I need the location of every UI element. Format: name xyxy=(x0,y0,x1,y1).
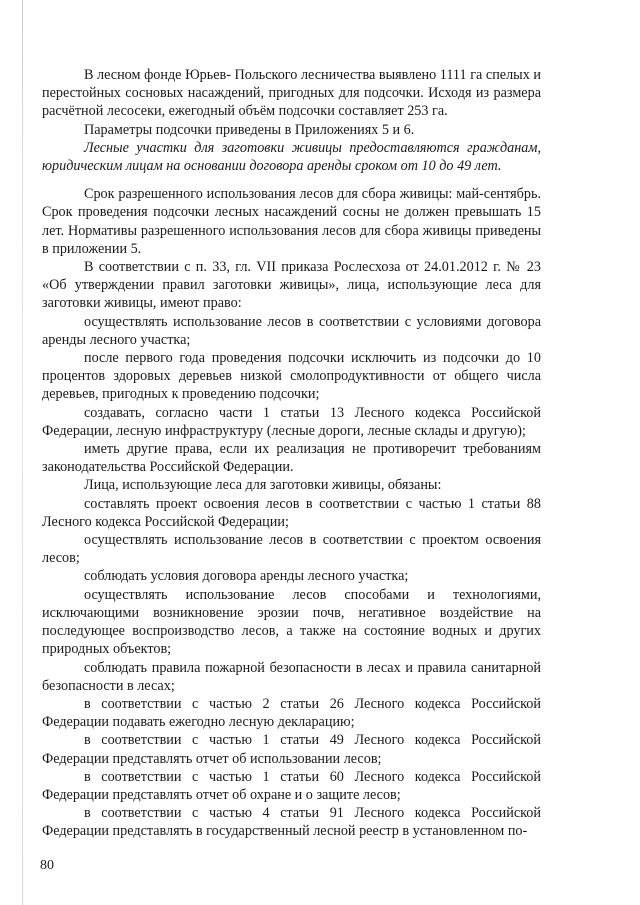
paragraph-5: В соответствии с п. 33, гл. VII приказа Рослесхоза от 24.01.2012 г. № 23 «Об утверждении правил заготовки живицы», лица, использующие леса для заготовки живицы, имеют право: xyxy=(42,259,541,312)
paragraph-11: составлять проект освоения лесов в соответствии с частью 1 статьи 88 Лесного кодекса Российской Федерации; xyxy=(42,495,541,530)
paragraph-8: создавать, согласно части 1 статьи 13 Лесного кодекса Российской Федерации, лесную инфраструктуру (лесные дороги, лесные склады и другую); xyxy=(42,404,541,439)
scan-edge-line xyxy=(22,0,23,905)
paragraph-4: Срок разрешенного использования лесов для сбора живицы: май-сентябрь. Срок проведения подсочки лесных насаждений сосны не должен превышать 15 лет. Нормативы разрешенного использования лесов для сбора живицы приведены в приложении 5. xyxy=(42,186,541,257)
page-number: 80 xyxy=(40,858,54,873)
paragraph-15: соблюдать правила пожарной безопасности в лесах и правила санитарной безопасности в лесах; xyxy=(42,659,541,694)
paragraph-14: осуществлять использование лесов способами и технологиями, исключающими возникновение эрозии почв, негативное воздействие на последующее воспроизводство лесов, а также на состояние водных и других природных объектов; xyxy=(42,586,541,658)
paragraph-2: Параметры подсочки приведены в Приложениях 5 и 6. xyxy=(84,121,415,138)
document-body xyxy=(42,66,541,841)
paragraph-13: соблюдать условия договора аренды лесного участка; xyxy=(84,568,409,585)
paragraph-1: В лесном фонде Юрьев- Польского лесничества выявлено 1111 га спелых и перестойных сосновых насаждений, пригодных для подсочки. Исходя из размера расчётной лесосеки, ежегодный объём подсочки составляет 253 га. xyxy=(42,67,541,120)
paragraph-3: Лесные участки для заготовки живицы предоставляются гражданам, юридическим лицам на основании договора аренды сроком от 10 до 49 лет. xyxy=(42,139,541,175)
paragraph-12: осуществлять использование лесов в соответствии с проектом освоения лесов; xyxy=(42,532,541,567)
paragraph-16: в соответствии с частью 2 статьи 26 Лесного кодекса Российской Федерации подавать ежегодно лесную декларацию; xyxy=(42,695,541,731)
paragraph-19: в соответствии с частью 4 статьи 91 Лесного кодекса Российской Федерации представлять в государственный лесной реестр в установленном по- xyxy=(42,805,541,840)
paragraph-6: осуществлять использование лесов в соответствии с условиями договора аренды лесного участка; xyxy=(42,313,541,348)
paragraph-9: иметь другие права, если их реализация не противоречит требованиям законодательства Российской Федерации. xyxy=(42,441,541,476)
paragraph-10: Лица, использующие леса для заготовки живицы, обязаны: xyxy=(84,477,442,494)
paragraph-18: в соответствии с частью 1 статьи 60 Лесного кодекса Российской Федерации представлять отчет об охране и о защите лесов; xyxy=(42,768,541,803)
paragraph-7: после первого года проведения подсочки исключить из подсочки до 10 процентов здоровых деревьев низкой смолопродуктивности от общего числа деревьев, пригодных к проведению подсочки; xyxy=(42,350,541,403)
paragraph-17: в соответствии с частью 1 статьи 49 Лесного кодекса Российской Федерации представлять отчет об использовании лесов; xyxy=(42,732,541,767)
